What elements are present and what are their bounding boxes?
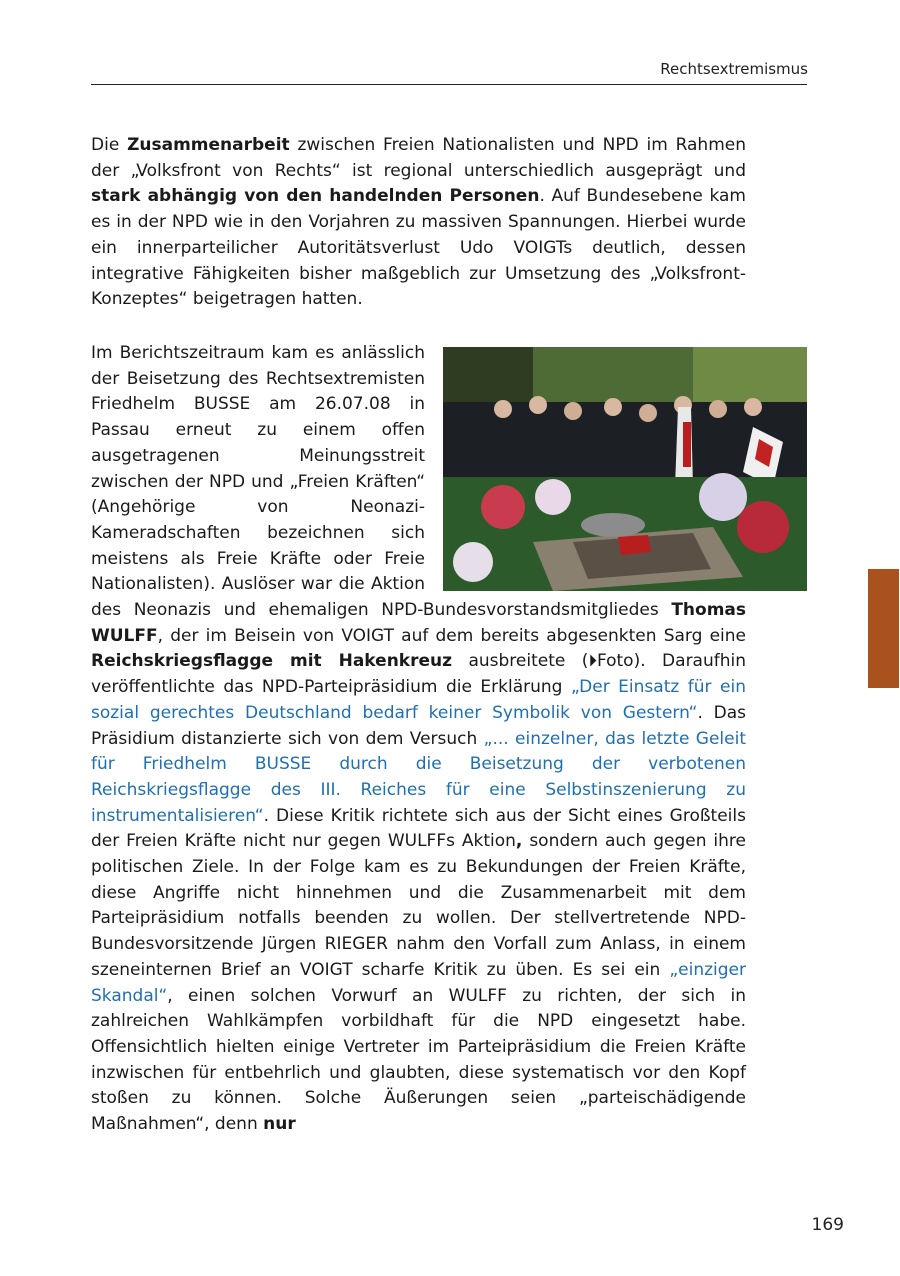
arrow-right-icon: ⏵ — [588, 651, 597, 672]
text-run: . Auf Bundesebene kam es in der NPD wie in den Vorjahren zu massiven Spannungen. Hierbei wurde ein innerparteilicher Autoritätsverlust Udo VOIGTs deutlich, dessen integrative Fähigkeiten bisher maßgeblich zur Umsetzung des „Volksfront-Konzeptes“ beigetragen hatten. — [91, 186, 746, 310]
chapter-tab — [868, 569, 899, 688]
bold-text: Thomas WULFF — [91, 600, 746, 646]
quote-text: „... einzelner, das letzte Geleit für Friedhelm BUSSE durch die Beisetzung der verbotenen Reichskriegsflagge des III. Reiches für eine Selbstinszenierung zu instrumentalisieren“ — [91, 728, 746, 826]
text-run: . Diese Kritik richtete sich aus der Sicht eines Großteils der Freien Kräfte nicht nur gegen WULFFs Aktion — [91, 805, 746, 852]
text-run: zwischen Freien Nationalisten und NPD im Rahmen der „Volksfront von Rechts“ ist regional unterschiedlich ausgeprägt und — [91, 135, 746, 181]
quote-text: „Der Einsatz für ein sozial gerechtes Deutschland bedarf keiner Symbolik von Gestern“ — [91, 677, 746, 723]
header-rule — [91, 84, 807, 85]
bold-text: Zusammenarbeit — [127, 135, 290, 155]
text-run: Im Berichtszeitraum kam es anlässlich der Beisetzung des Rechtsextremisten Friedhelm BUSSE am 26.07.08 in Passau erneut zu einem offen ausgetragenen Meinungsstreit zwischen der NPD und „Freien Kräften“ (Angehörige von Neonazi-Kameradschaften bezeichnen sich meistens als Freie Kräfte oder Freie Nationalisten). Auslöser war die Aktion des Neonazis und ehemaligen NPD-Bundesvorstandsmitgliedes — [91, 343, 672, 621]
text-run: Die — [91, 135, 128, 155]
bold-text: stark abhängig von den handelnden Personen — [91, 186, 540, 207]
bold-text: nur — [263, 1114, 296, 1135]
page-number: 169 — [811, 1215, 844, 1235]
bold-text: Reichskriegsflagge mit Hakenkreuz — [91, 651, 453, 672]
quote-text: „einziger Skandal“ — [91, 959, 746, 1006]
text-run: Foto). Daraufhin veröffentlichte das NPD-Parteipräsidium die Erklärung — [91, 651, 747, 698]
text-run: sondern auch gegen ihre politischen Ziele. In der Folge kam es zu Bekundungen der Freien Kräfte, diese Angriffe nicht hinnehmen und die Zusammenarbeit mit dem Parteipräsidium notfalls beenden zu wollen. Der stellvertretende NPD-Bundesvorsitzende Jürgen RIEGER nahm den Vorfall zum Anlass, in einem szeneinternen Brief an VOIGT scharfe Kritik zu üben. Es sei ein — [91, 831, 746, 980]
funeral-photo-image — [443, 347, 807, 591]
paragraph-2 — [91, 341, 746, 1138]
bold-text: , — [515, 831, 523, 852]
paragraph-1 — [91, 133, 746, 313]
running-header: Rechtsextremismus — [660, 60, 808, 78]
text-run: ausbreitete ( — [452, 651, 589, 672]
text-run: . Das Präsidium distanzierte sich von dem Versuch — [91, 702, 746, 749]
funeral-photo — [443, 347, 807, 591]
text-run: , der im Beisein von VOIGT auf dem bereits abgesenkten Sarg eine — [157, 625, 746, 646]
text-run: , einen solchen Vorwurf an WULFF zu richten, der sich in zahlreichen Wahlkämpfen vorbildhaft für die NPD eingesetzt habe. Offensichtlich hielten einige Vertreter im Parteipräsidium die Freien Kräfte inzwischen für entbehrlich und glaubten, diese systematisch vor den Kopf stoßen zu können. Solche Äußerungen seien „parteischädigende Maßnahmen“, denn — [91, 985, 746, 1135]
